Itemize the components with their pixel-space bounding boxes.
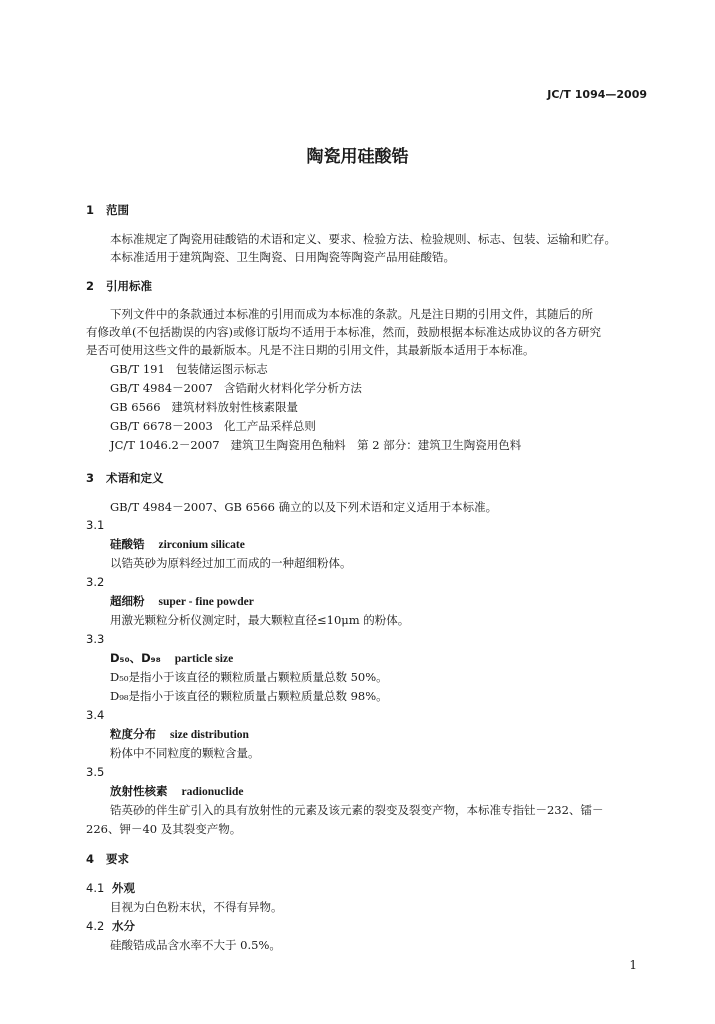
- section-4-heading: 要求: [106, 852, 129, 866]
- standard-number: JC/T 1094—2009: [547, 88, 647, 101]
- term-3-5-number: 3.5: [86, 765, 105, 779]
- term-en: size distribution: [170, 729, 249, 741]
- section-2-number: 2: [86, 279, 95, 293]
- term-3-2-definition: 用激光颗粒分析仪测定时，最大颗粒直径≤10μm 的粉体。: [110, 613, 410, 627]
- term-3-4: [110, 726, 249, 743]
- section-3-intro: GB/T 4984－2007、GB 6566 确立的以及下列术语和定义适用于本标准。: [110, 500, 498, 514]
- term-3-2: [110, 593, 254, 610]
- req-4-1-heading: 外观: [112, 881, 135, 895]
- reference-item: [110, 399, 298, 415]
- reference-code: GB/T 4984－2007: [110, 381, 213, 395]
- section-2-intro-line-1: 下列文件中的条款通过本标准的引用而成为本标准的条款。凡是注日期的引用文件，其随后的所: [110, 307, 593, 321]
- term-3-3-definition-1: D₅₀是指小于该直径的颗粒质量占颗粒质量总数 50%。: [110, 670, 388, 684]
- reference-title: 含锆耐火材料化学分析方法: [223, 381, 362, 395]
- req-4-2-number: 4.2: [86, 919, 105, 933]
- term-zh: 硅酸锆: [110, 537, 145, 551]
- document-title: 陶瓷用硅酸锆: [306, 147, 409, 167]
- term-zh: 超细粉: [110, 594, 145, 608]
- term-3-5-definition-line-1: 锆英砂的伴生矿引入的具有放射性的元素及该元素的裂变及裂变产物，本标准专指钍－232、镭－: [110, 803, 604, 817]
- page-number: 1: [629, 958, 637, 972]
- term-3-5-definition-line-2: 226、钾－40 及其裂变产物。: [86, 822, 242, 836]
- term-3-1: [110, 536, 245, 553]
- reference-item: [110, 380, 362, 396]
- reference-item: [110, 361, 268, 377]
- req-4-2-text: 硅酸锆成品含水率不大于 0.5%。: [110, 938, 281, 952]
- section-3-heading: 术语和定义: [106, 471, 164, 485]
- term-3-1-definition: 以锆英砂为原料经过加工而成的一种超细粉体。: [110, 556, 352, 570]
- section-1-para-1: 本标准规定了陶瓷用硅酸锆的术语和定义、要求、检验方法、检验规则、标志、包装、运输和贮存。: [110, 232, 616, 246]
- reference-code: GB/T 191: [110, 362, 165, 376]
- section-1-number: 1: [86, 203, 95, 217]
- section-2-intro-line-2: 有修改单(不包括勘误的内容)或修订版均不适用于本标准，然而，鼓励根据本标准达成协议的各方研究: [86, 325, 601, 339]
- term-zh: 放射性核素: [110, 784, 168, 798]
- term-zh: D₅₀、D₉₈: [110, 651, 161, 665]
- section-2-intro-line-3: 是否可使用这些文件的最新版本。凡是不注日期的引用文件，其最新版本适用于本标准。: [86, 343, 535, 357]
- term-en: super - fine powder: [158, 596, 254, 608]
- reference-item: [110, 418, 316, 434]
- reference-title: 化工产品采样总则: [223, 419, 316, 433]
- term-3-4-definition: 粉体中不同粒度的颗粒含量。: [110, 746, 260, 760]
- term-3-5: [110, 783, 243, 800]
- reference-item: [110, 437, 521, 453]
- req-4-1-number: 4.1: [86, 881, 105, 895]
- section-3-number: 3: [86, 471, 95, 485]
- reference-title: 建筑卫生陶瓷用色釉料 第 2 部分：建筑卫生陶瓷用色料: [230, 438, 522, 452]
- reference-code: JC/T 1046.2－2007: [110, 438, 220, 452]
- req-4-2-heading: 水分: [112, 919, 135, 933]
- reference-code: GB 6566: [110, 400, 161, 414]
- term-3-4-number: 3.4: [86, 708, 105, 722]
- section-1-heading: 范围: [106, 203, 129, 217]
- section-1-para-2: 本标准适用于建筑陶瓷、卫生陶瓷、日用陶瓷等陶瓷产品用硅酸锆。: [110, 250, 455, 264]
- reference-title: 包装储运图示标志: [175, 362, 268, 376]
- term-3-3-number: 3.3: [86, 632, 105, 646]
- reference-title: 建筑材料放射性核素限量: [171, 400, 299, 414]
- term-zh: 粒度分布: [110, 727, 156, 741]
- term-3-2-number: 3.2: [86, 575, 105, 589]
- reference-code: GB/T 6678－2003: [110, 419, 213, 433]
- section-2-heading: 引用标准: [106, 279, 152, 293]
- term-3-1-number: 3.1: [86, 518, 105, 532]
- term-3-3: [110, 650, 233, 667]
- section-4-number: 4: [86, 852, 95, 866]
- term-en: zirconium silicate: [158, 539, 245, 551]
- term-en: particle size: [174, 653, 234, 665]
- term-en: radionuclide: [181, 786, 244, 798]
- req-4-1-text: 目视为白色粉末状，不得有异物。: [110, 900, 283, 914]
- term-3-3-definition-2: D₉₈是指小于该直径的颗粒质量占颗粒质量总数 98%。: [110, 689, 388, 703]
